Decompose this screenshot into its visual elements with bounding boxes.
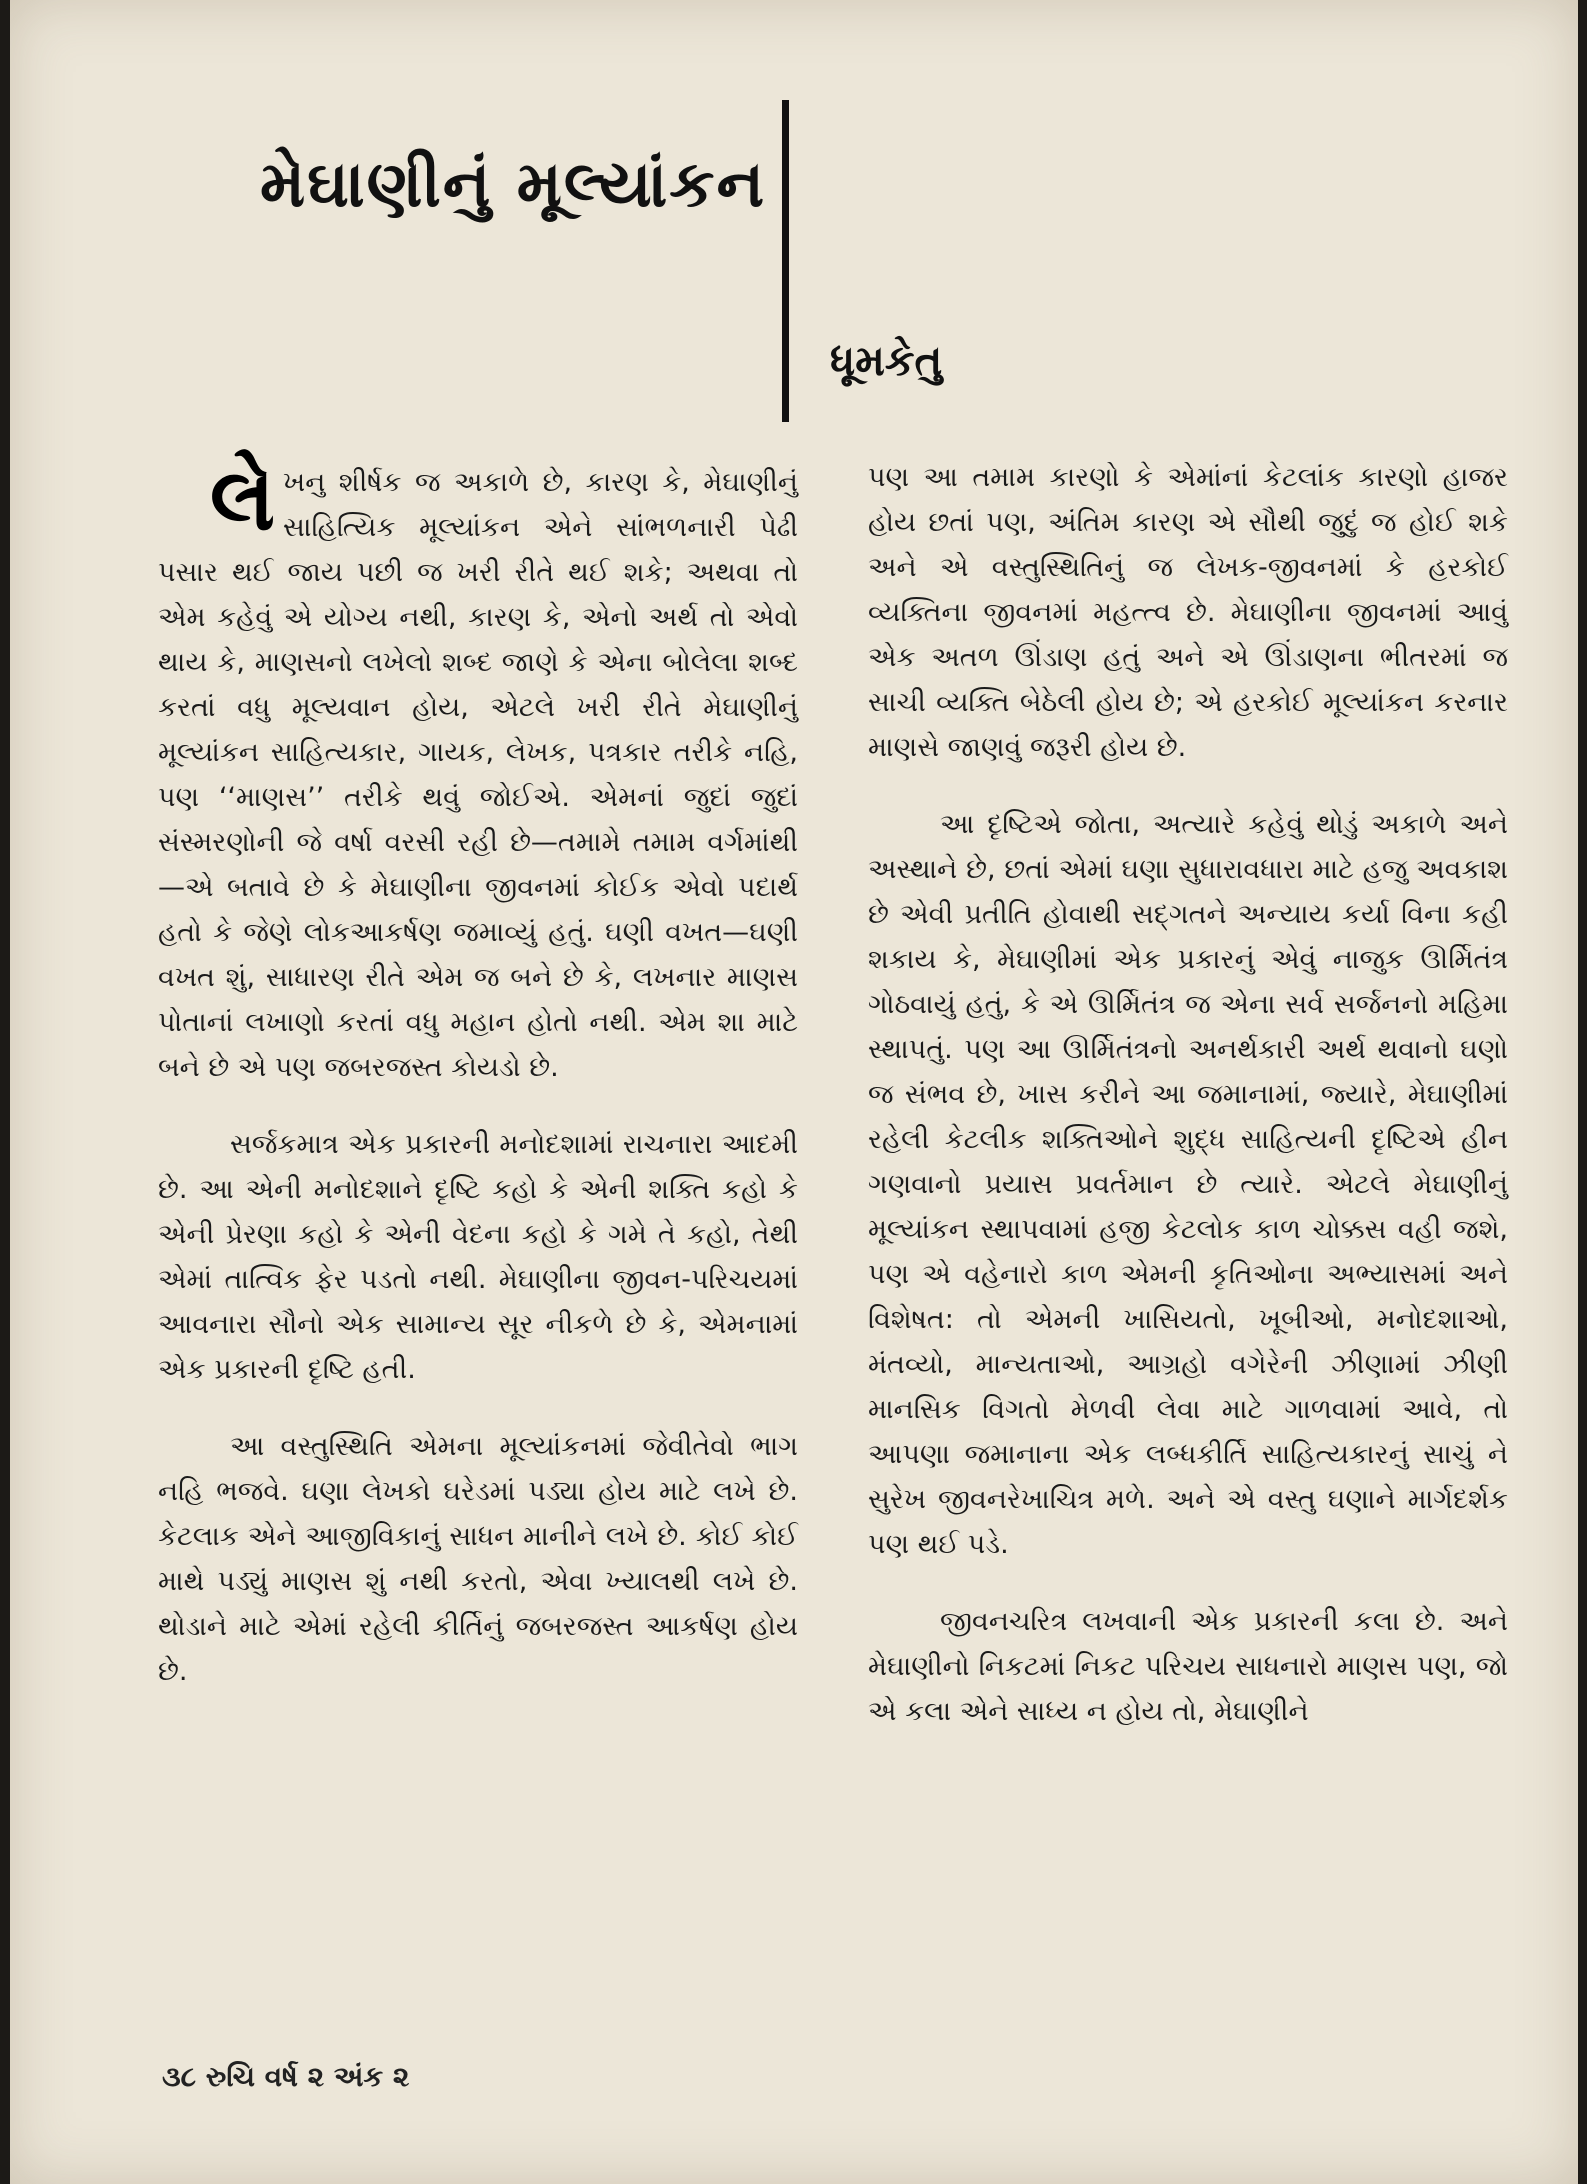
right-column xyxy=(868,455,1508,1766)
paragraph xyxy=(158,450,798,1090)
left-column xyxy=(158,450,798,1726)
drop-cap: લે xyxy=(210,450,276,550)
author-name: ધૂમકેતુ xyxy=(830,336,943,385)
paragraph: આ વસ્તુસ્થિતિ એમના મૂલ્યાંકનમાં જેવીતેવો ભાગ નહિ ભજવે. ઘણા લેખકો ઘરેડમાં પડ્યા હોય માટે લખે છે. કેટલાક એને આજીવિકાનું સાધન માનીને લખે છે. કોઈ કોઈ માથે પડ્યું માણસ શું નથી કરતો, એવા ખ્યાલથી લખે છે. થોડાને માટે એમાં રહેલી કીર્તિનું જબરજસ્ત આકર્ષણ હોય છે. xyxy=(158,1431,798,1687)
paragraph: આ દૃષ્ટિએ જોતા, અત્યારે કહેવું થોડું અકાળે અને અસ્થાને છે, છતાં એમાં ઘણા સુધારાવધારા માટે હજુ અવકાશ છે એવી પ્રતીતિ હોવાથી સદ્ગતને અન્યાય કર્યા વિના કહી શકાય કે, મેઘાણીમાં એક પ્રકારનું એવું નાજુક ઊર્મિતંત્ર ગોઠવાયું હતું, કે એ ઊર્મિતંત્ર જ એના સર્વ સર્જનનો મહિમા સ્થાપતું. પણ આ ઊર્મિતંત્રનો અનર્થકારી અર્થ થવાનો ઘણો જ સંભવ છે, ખાસ કરીને આ જમાનામાં, જ્યારે, મેઘાણીમાં રહેલી કેટલીક શક્તિઓને શુદ્ધ સાહિત્યની દૃષ્ટિએ હીન ગણવાનો પ્રયાસ પ્રવર્તમાન છે ત્યારે. એટલે મેઘાણીનું મૂલ્યાંકન સ્થાપવામાં હજી કેટલોક કાળ ચોક્કસ વહી જશે, પણ એ વહેનારો કાળ એમની કૃતિઓના અભ્યાસમાં અને વિશેષત: તો એમની ખાસિયતો, ખૂબીઓ, મનોદશાઓ, મંતવ્યો, માન્યતાઓ, આગ્રહો વગેરેની ઝીણામાં ઝીણી માનસિક વિગતો મેળવી લેવા માટે ગાળવામાં આવે, તો આપણા જમાનાના એક લબ્ધકીર્તિ સાહિત્યકારનું સાચું ને સુરેખ જીવનરેખાચિત્ર મળે. અને એ વસ્તુ ઘણાને માર્ગદર્શક પણ થઈ પડે. xyxy=(868,809,1508,1560)
title-divider xyxy=(782,100,789,422)
paragraph: જીવનચરિત્ર લખવાની એક પ્રકારની કલા છે. અને મેઘાણીનો નિકટમાં નિકટ પરિચય સાધનારો માણસ પણ, જો એ કલા એને સાધ્ય ન હોય તો, મેઘાણીને xyxy=(868,1606,1508,1727)
article-title: મેઘાણીનું મૂલ્યાંકન xyxy=(260,148,767,222)
paragraph: પણ આ તમામ કારણો કે એમાંનાં કેટલાંક કારણો હાજર હોય છતાં પણ, અંતિમ કારણ એ સૌથી જુદું જ હોઈ શકે અને એ વસ્તુસ્થિતિનું જ લેખક-જીવનમાં કે હરકોઈ વ્યક્તિના જીવનમાં મહત્ત્વ છે. મેઘાણીના જીવનમાં આવું એક અતળ ઊંડાણ હતું અને એ ઊંડાણના ભીતરમાં જ સાચી વ્યક્તિ બેઠેલી હોય છે; એ હરકોઈ મૂલ્યાંકન કરનાર માણસે જાણવું જરૂરી હોય છે. xyxy=(868,462,1508,763)
paragraph-text: ખનુ શીર્ષક જ અકાળે છે, કારણ કે, મેઘાણીનું સાહિત્યિક મૂલ્યાંકન એને સાંભળનારી પેઢી પસાર થઈ જાય પછી જ ખરી રીતે થઈ શકે; અથવા તો એમ કહેવું એ યોગ્ય નથી, કારણ કે, એનો અર્થ તો એવો થાય કે, માણસનો લખેલો શબ્દ જાણે કે એના બોલેલા શબ્દ કરતાં વધુ મૂલ્યવાન હોય, એટલે ખરી રીતે મેઘાણીનું મૂલ્યાંકન સાહિત્યકાર, ગાયક, લેખક, પત્રકાર તરીકે નહિ, પણ ‘‘માણસ’’ તરીકે થવું જોઈએ. એમનાં જુદાં જુદાં સંસ્મરણોની જે વર્ષા વરસી રહી છે—તમામે તમામ વર્ગમાંથી—એ બતાવે છે કે મેઘાણીના જીવનમાં કોઈક એવો પદાર્થ હતો કે જેણે લોકઆકર્ષણ જમાવ્યું હતું. ઘણી વખત—ઘણી વખત શું, સાધારણ રીતે એમ જ બને છે કે, લખનાર માણસ પોતાનાં લખાણો કરતાં વધુ મહાન હોતો નથી. એમ શા માટે બને છે એ પણ જબરજસ્ત કોયડો છે. xyxy=(158,467,798,1083)
paragraph: સર્જકમાત્ર એક પ્રકારની મનોદશામાં રાચનારા આદમી છે. આ એની મનોદશાને દૃષ્ટિ કહો કે એની શક્તિ કહો કે એની પ્રેરણા કહો કે એની વેદના કહો કે ગમે તે કહો, તેથી એમાં તાત્વિક ફેર પડતો નથી. મેઘાણીના જીવન-પરિચયમાં આવનારા સૌનો એક સામાન્ય સૂર નીકળે છે કે, એમનામાં એક પ્રકારની દૃષ્ટિ હતી. xyxy=(158,1129,798,1385)
page-footer: ૩૮ રુચિ વર્ષ ૨ અંક ૨ xyxy=(162,2060,410,2093)
magazine-page xyxy=(10,0,1578,2184)
